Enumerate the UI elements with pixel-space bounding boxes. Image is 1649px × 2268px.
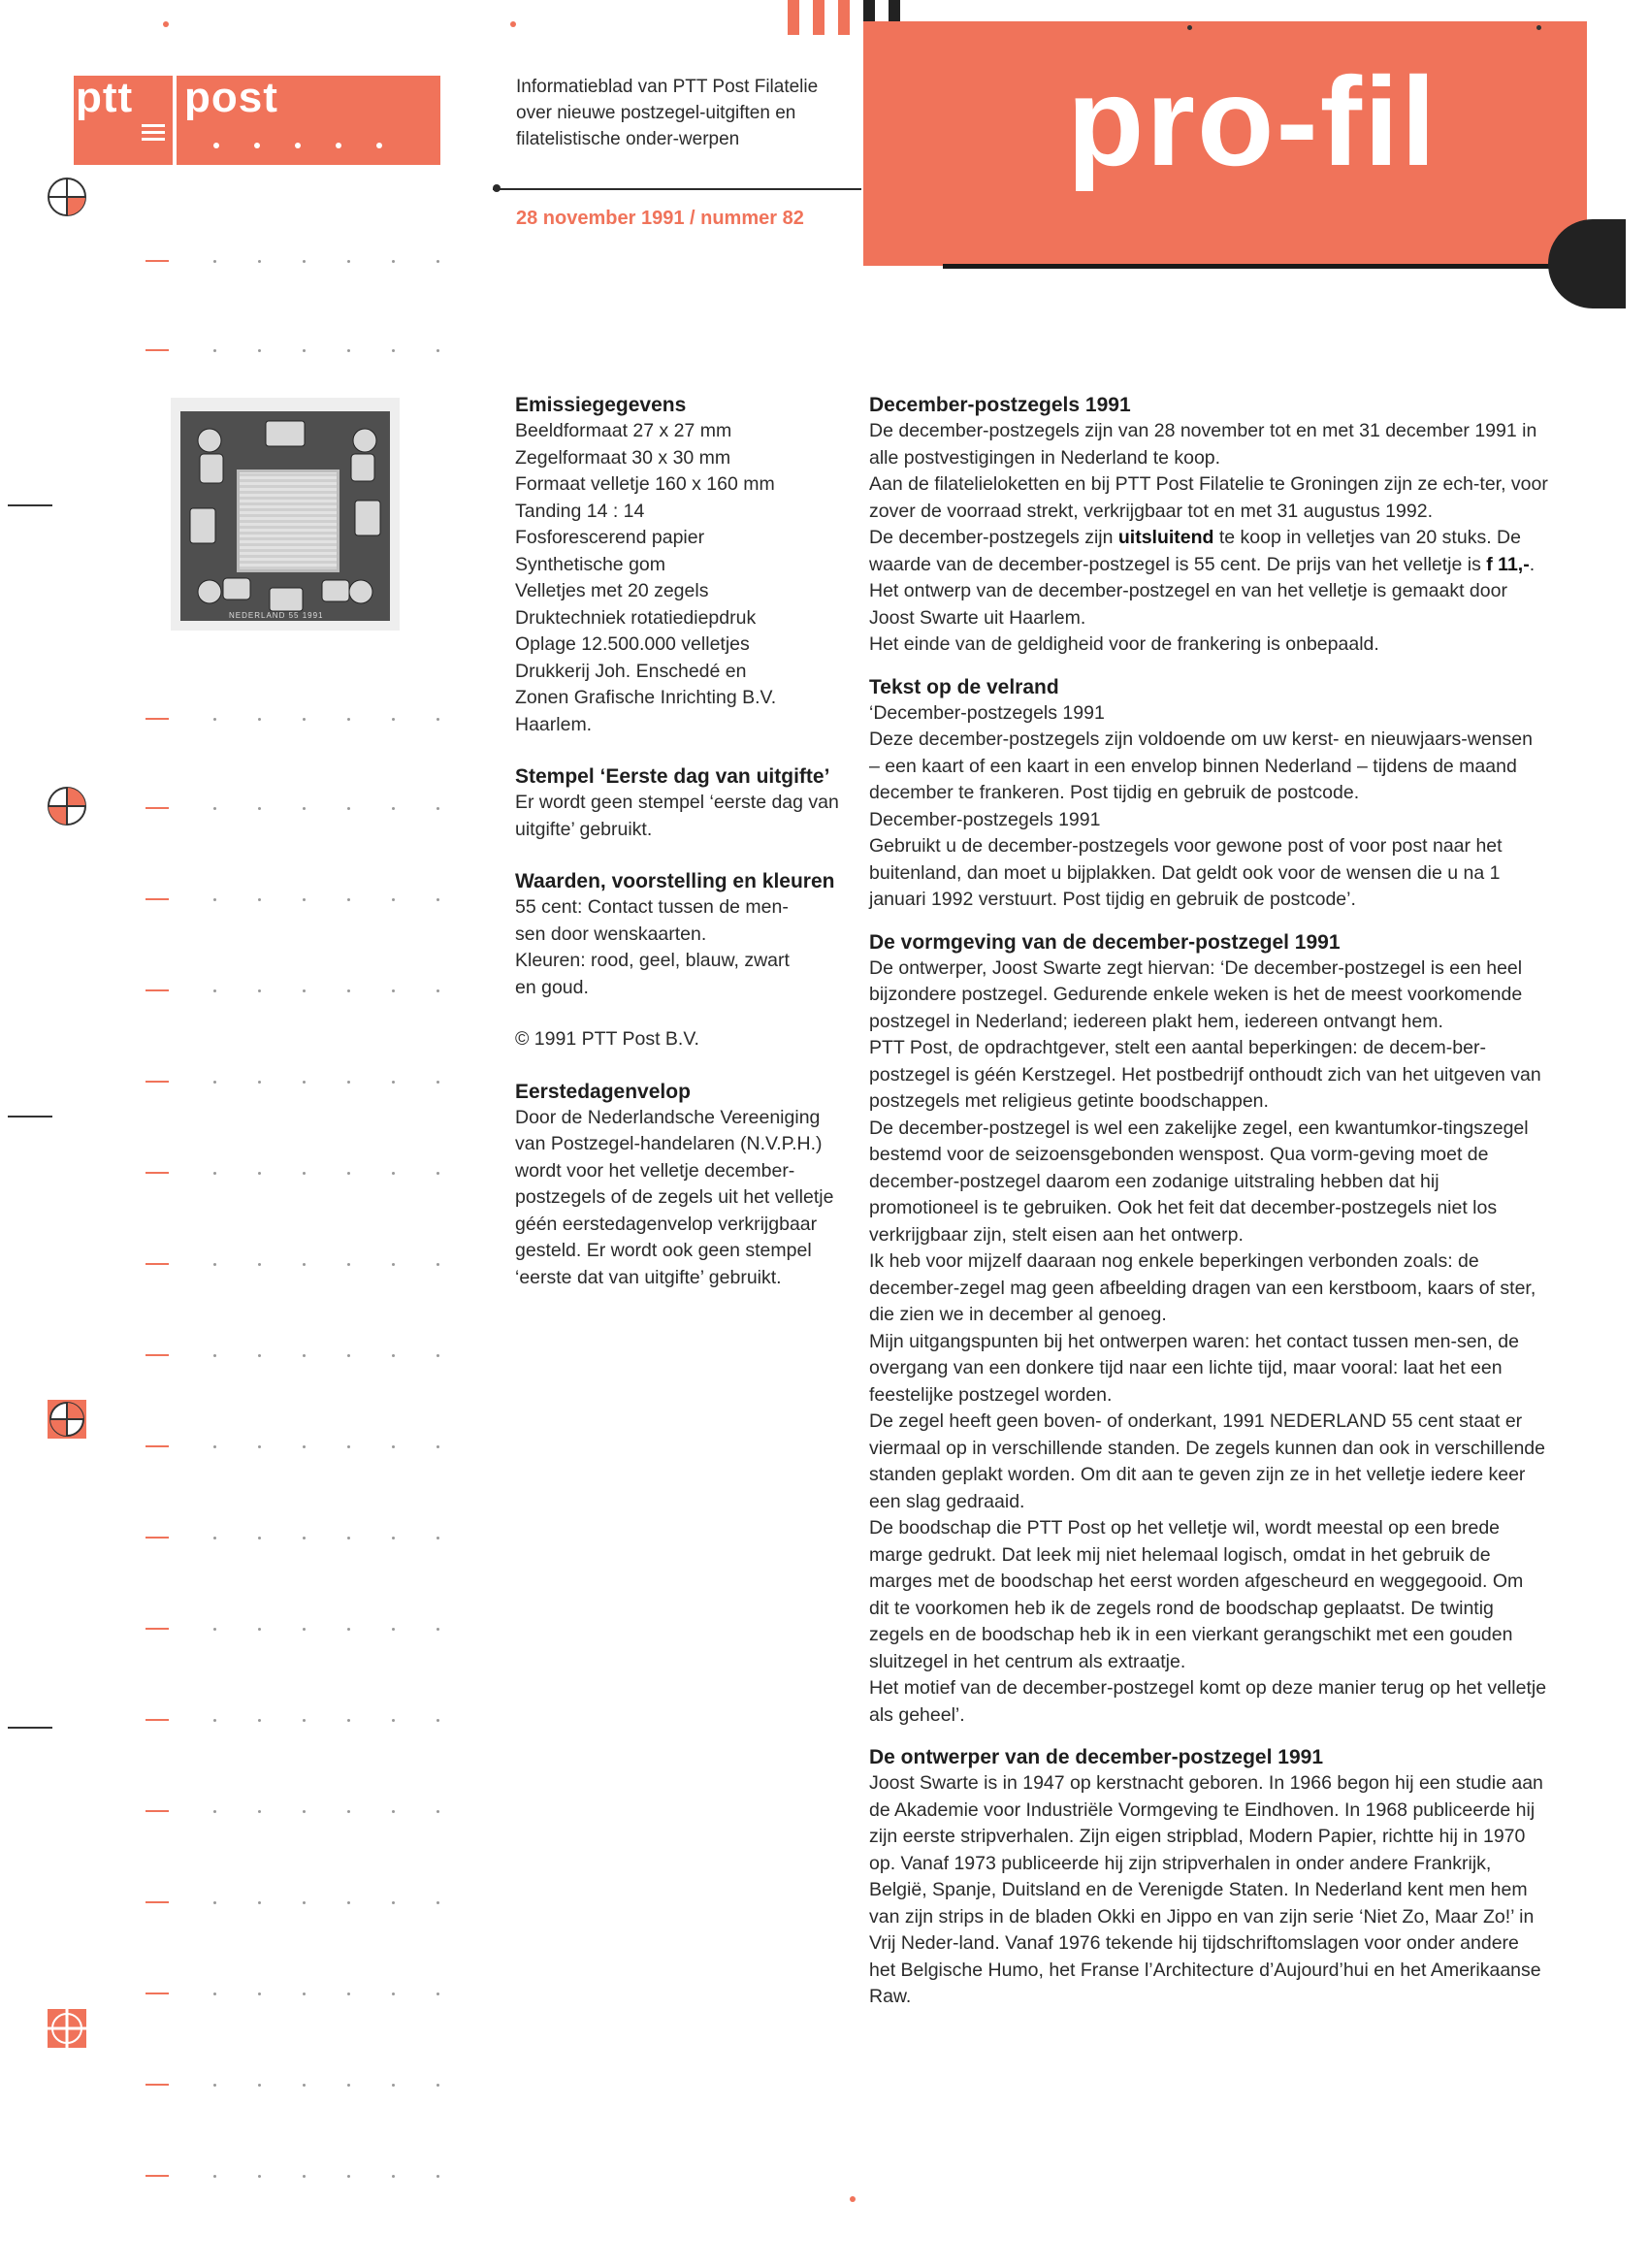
margin-dash (146, 1172, 169, 1174)
guide-dot (347, 1081, 350, 1084)
guide-dot (303, 1172, 306, 1175)
emission-line: Drukkerij Joh. Enschedé en (515, 660, 747, 682)
guide-dot (258, 1993, 261, 1995)
guide-dot (392, 1719, 395, 1722)
margin-dash (146, 1537, 169, 1539)
emission-line: Fosforescerend papier (515, 527, 705, 548)
guide-dot (436, 1081, 439, 1084)
right-column (869, 392, 1548, 2011)
paragraph: Mijn uitgangspunten bij het ontwerpen waren: het contact tussen men-sen, de overgang van een donkere tijd naar een lichte tijd, maar vooral: laat het een feestelijke postzegel worden. (869, 1330, 1519, 1406)
guide-dot (392, 1901, 395, 1904)
emission-title: Emissiegegevens (515, 394, 687, 416)
emission-list (515, 418, 845, 738)
guide-dot (392, 1263, 395, 1266)
stamp-center-panel (237, 470, 340, 572)
registration-mark-icon (47, 177, 87, 217)
waarden-title: Waarden, voorstelling en kleuren (515, 870, 835, 892)
guide-dot (258, 260, 261, 263)
paragraph: Ik heb voor mijzelf daaraan nog enkele beperkingen verbonden zoals: de december-zegel mag geen afbeelding dragen van een kerstboom, kaars of ster, die zien we in december al genoeg. (869, 1250, 1536, 1325)
decor-dot (163, 21, 169, 27)
paragraph: De december-postzegels zijn van 28 november tot en met 31 december 1991 in alle postvestigingen in Nederland te koop. (869, 420, 1537, 469)
guide-dot (392, 1081, 395, 1084)
guide-dot (213, 807, 216, 810)
logo-ptt-text: ptt (76, 74, 134, 121)
logo-separator (173, 76, 177, 165)
margin-dash (146, 807, 169, 809)
stamp-lettering: NEDERLAND 55 1991 (229, 611, 324, 620)
guide-dot (392, 1993, 395, 1995)
paragraph: Aan de filatelieloketten en bij PTT Post Filatelie te Groningen zijn ze ech-ter, voor zover de voorraad strekt, verkrijgbaar tot en met 31 augustus 1992. (869, 473, 1548, 522)
guide-dot (347, 898, 350, 901)
guide-dot (347, 989, 350, 992)
decor-dot (1536, 25, 1541, 30)
registration-mark-icon (47, 786, 87, 826)
emission-line: Synthetische gom (515, 553, 666, 575)
guide-dot (347, 718, 350, 721)
section-title: December-postzegels 1991 (869, 394, 1131, 416)
guide-dot (392, 989, 395, 992)
guide-dot (303, 1810, 306, 1813)
guide-dot (436, 1445, 439, 1448)
margin-dash (146, 1901, 169, 1903)
guide-dot (213, 1628, 216, 1631)
registration-mark-icon (47, 1399, 87, 1440)
issue-date: 28 november 1991 / nummer 82 (516, 208, 804, 229)
paragraph: De ontwerper, Joost Swarte zegt hiervan: ‘De december-postzegel is een heel bijzondere postzegel. Gedurende enkele weken is het de meest voorkomende postzegel in Nederland; iedereen plakt hem, iedereen ontvangt hem. (869, 956, 1523, 1032)
guide-dot (392, 898, 395, 901)
guide-dot (436, 1719, 439, 1722)
margin-dash (146, 718, 169, 720)
guide-dot (258, 1719, 261, 1722)
paragraph: Het ontwerp van de december-postzegel en van het velletje is gemaakt door Joost Swarte uit Haarlem. (869, 580, 1507, 629)
guide-dot (347, 1263, 350, 1266)
paragraph: Het einde van de geldigheid voor de frankering is onbepaald. (869, 633, 1379, 655)
guide-dot (213, 349, 216, 352)
guide-dot (436, 260, 439, 263)
emission-line: Formaat velletje 160 x 160 mm (515, 473, 775, 495)
guide-dot (303, 1901, 306, 1904)
paragraph: De december-postzegel is wel een zakelijke zegel, een kwantumkor-tingszegel bestemd voor de seizoensgebonden wenspost. Qua vorm-geving moet de december-postzegel daarom een zodanige uitstraling hebben dat hij promotioneel is te gebruiken. Ook het feit dat december-postzegels niet los verkrijgbaar zijn, stelt eisen aan het ontwerp. (869, 1117, 1529, 1246)
guide-dot (213, 1993, 216, 1995)
guide-dot (258, 718, 261, 721)
stempel-title: Stempel ‘Eerste dag van uitgifte’ (515, 765, 830, 788)
guide-dot (258, 2175, 261, 2178)
guide-dot (258, 1172, 261, 1175)
guide-dot (392, 1537, 395, 1539)
guide-dot (213, 1537, 216, 1539)
paragraph: PTT Post, de opdrachtgever, stelt een aantal beperkingen: de decem-ber-postzegel is géén Kerstzegel. Het postbedrijf onthoudt zich van het uitgeven van postzegels met religieus getinte boodschappen. (869, 1037, 1541, 1112)
guide-dot (347, 1172, 350, 1175)
guide-dot (213, 1810, 216, 1813)
emission-line: Druktechniek rotatiediepdruk (515, 606, 757, 629)
price: f 11,- (1486, 553, 1530, 575)
guide-dot (258, 1081, 261, 1084)
waarden-line: 55 cent: Contact tussen de men- (515, 896, 789, 918)
guide-dot (303, 260, 306, 263)
guide-dot (436, 1901, 439, 1904)
margin-dash (146, 1810, 169, 1812)
guide-dot (436, 1810, 439, 1813)
guide-dot (303, 2175, 306, 2178)
guide-dot (213, 718, 216, 721)
guide-dot (213, 2084, 216, 2087)
guide-dot (392, 1172, 395, 1175)
guide-dot (258, 1445, 261, 1448)
guide-dot (436, 1628, 439, 1631)
guide-dot (213, 1901, 216, 1904)
paragraph: December-postzegels 1991 (869, 808, 1101, 830)
waarden-line: en goud. (515, 976, 589, 998)
guide-dot (303, 807, 306, 810)
guide-dot (436, 1172, 439, 1175)
guide-dot (436, 718, 439, 721)
guide-dot (436, 989, 439, 992)
header-rule (493, 188, 861, 190)
header-black-rule (943, 264, 1587, 269)
paragraph: De boodschap die PTT Post op het velletje wil, wordt meestal op een brede marge gedrukt. Dat leek mij niet helemaal logisch, omdat in het gebruik de marges met de boodschap het eerst worden afgescheurd en weggegooid. Om dit te voorkomen heb ik de zegels rond de boodschap geplaatst. De twintig zegels en de boodschap heb ik in een vierkant gerangschikt met een gouden sluitzegel in het centrum als extraatje. (869, 1517, 1524, 1672)
guide-dot (347, 1810, 350, 1813)
section-title: De vormgeving van de december-postzegel 1991 (869, 930, 1341, 954)
guide-dot (436, 1354, 439, 1357)
margin-dash (146, 1719, 169, 1721)
fold-mark (8, 1727, 52, 1729)
decor-dot (510, 21, 516, 27)
guide-dot (213, 989, 216, 992)
decor-dot (850, 2196, 856, 2202)
decor-dot (1187, 25, 1192, 30)
copyright: © 1991 PTT Post B.V. (515, 1028, 699, 1050)
guide-dot (436, 807, 439, 810)
margin-dash (146, 260, 169, 262)
guide-dot (303, 1993, 306, 1995)
emission-line: Haarlem. (515, 713, 593, 735)
guide-dot (436, 898, 439, 901)
guide-dot (436, 1537, 439, 1539)
guide-dot (213, 1354, 216, 1357)
guide-dot (303, 1081, 306, 1084)
guide-dot (213, 1445, 216, 1448)
margin-dash (146, 898, 169, 900)
guide-dot (303, 1445, 306, 1448)
emission-line: Oplage 12.500.000 velletjes (515, 633, 750, 655)
guide-dot (303, 349, 306, 352)
section-title: De ontwerper van de december-postzegel 1991 (869, 1746, 1323, 1768)
guide-dot (303, 1628, 306, 1631)
registration-mark-icon (47, 2008, 87, 2049)
guide-dot (213, 260, 216, 263)
margin-dash (146, 2175, 169, 2177)
guide-dot (347, 260, 350, 263)
guide-dot (392, 1445, 395, 1448)
guide-dot (436, 1263, 439, 1266)
margin-dash (146, 1445, 169, 1447)
guide-dot (436, 2084, 439, 2087)
margin-dash (146, 1081, 169, 1083)
fold-mark (8, 1116, 52, 1118)
paragraph: Gebruikt u de december-postzegels voor gewone post of voor post naar het buitenland, dan moet u bijplakken. Dat geldt ook voor de wensen die u na 1 januari 1992 verstuurt. Post tijdig en gebruik de postcode’. (869, 835, 1503, 910)
guide-dot (303, 989, 306, 992)
logo-dots-icon (213, 136, 417, 153)
emphasis: uitsluitend (1117, 527, 1214, 548)
envelop-title: Eerstedagenvelop (515, 1080, 691, 1103)
guide-dot (347, 1354, 350, 1357)
guide-dot (303, 1719, 306, 1722)
margin-dash (146, 1993, 169, 1994)
publication-title: pro-fil (1067, 50, 1439, 192)
guide-dot (258, 349, 261, 352)
emission-line: Zonen Grafische Inrichting B.V. (515, 687, 777, 708)
emission-line: Beeldformaat 27 x 27 mm (515, 420, 732, 441)
guide-dot (258, 898, 261, 901)
guide-dot (347, 2175, 350, 2178)
envelop-text: Door de Nederlandsche Vereeniging van Postzegel-handelaren (N.V.P.H.) wordt voor het velletje december-postzegels of de zegels uit het velletje géén eerstedagenvelop verkrijgbaar gesteld. Er wordt ook geen stempel ‘eerste dat van uitgifte’ gebruikt. (515, 1106, 834, 1288)
guide-dot (258, 1263, 261, 1266)
guide-dot (392, 807, 395, 810)
guide-dot (213, 1263, 216, 1266)
guide-dot (303, 1263, 306, 1266)
guide-dot (436, 2175, 439, 2178)
guide-dot (213, 898, 216, 901)
waarden-line: Kleuren: rood, geel, blauw, zwart (515, 950, 790, 971)
paragraph: Joost Swarte is in 1947 op kerstnacht geboren. In 1966 begon hij een studie aan de Akademie voor Industriële Vormgeving te Eindhoven. In 1968 publiceerde hij zijn eerste stripverhalen. Zijn eigen stripblad, Modern Papier, richtte hij in 1970 op. Vanaf 1973 publiceerde hij zijn stripverhalen in onder andere Frankrijk, België, Spanje, Duitsland en de Verenigde Staten. In Nederland kent men hem van zijn strips in de bladen Okki en Jippo en van zijn serie ‘Niet Zo, Maar Zo!’ in Vrij Neder-land. Vanaf 1976 tekende hij tijdschriftomslagen voor onder andere het Belgische Humo, het Franse l’Architecture d’Aujourd’hui en het Amerikaanse Raw. (869, 1772, 1543, 2007)
left-column (515, 392, 845, 1291)
emission-line: Velletjes met 20 zegels (515, 580, 709, 601)
guide-dot (347, 2084, 350, 2087)
section-title: Tekst op de velrand (869, 675, 1059, 698)
emission-line: Tanding 14 : 14 (515, 500, 645, 522)
guide-dot (213, 1719, 216, 1722)
guide-dot (392, 2084, 395, 2087)
guide-dot (392, 260, 395, 263)
guide-dot (392, 349, 395, 352)
emission-line: Zegelformaat 30 x 30 mm (515, 446, 731, 469)
margin-dash (146, 1628, 169, 1630)
guide-dot (392, 1810, 395, 1813)
guide-dot (303, 1537, 306, 1539)
guide-dot (258, 807, 261, 810)
guide-dot (258, 1810, 261, 1813)
paragraph: De december-postzegels zijn uitsluitend te koop in velletjes van 20 stuks. De waarde van de december-postzegel is 55 cent. De prijs van het velletje is f 11,-. (869, 527, 1536, 575)
guide-dot (303, 2084, 306, 2087)
logo-post-text: post (184, 74, 278, 121)
guide-dot (347, 1719, 350, 1722)
margin-dash (146, 1354, 169, 1356)
guide-dot (258, 1901, 261, 1904)
guide-dot (347, 349, 350, 352)
margin-dash (146, 2084, 169, 2086)
guide-dot (392, 1628, 395, 1631)
guide-dot (258, 1354, 261, 1357)
guide-dot (347, 807, 350, 810)
guide-dot (347, 1993, 350, 1995)
half-disc-decoration (1548, 219, 1626, 308)
guide-dot (392, 2175, 395, 2178)
guide-dot (213, 1172, 216, 1175)
guide-dot (258, 989, 261, 992)
guide-dot (258, 1537, 261, 1539)
guide-dot (347, 1628, 350, 1631)
guide-dot (258, 2084, 261, 2087)
guide-dot (258, 1628, 261, 1631)
guide-dot (303, 1354, 306, 1357)
waarden-line: sen door wenskaarten. (515, 923, 707, 945)
guide-dot (347, 1445, 350, 1448)
guide-dot (392, 718, 395, 721)
margin-dash (146, 989, 169, 991)
guide-dot (347, 1901, 350, 1904)
margin-dash (146, 1263, 169, 1265)
guide-dot (392, 1354, 395, 1357)
guide-dot (213, 1081, 216, 1084)
guide-dot (303, 718, 306, 721)
fold-mark (8, 504, 52, 506)
paragraph: De zegel heeft geen boven- of onderkant, 1991 NEDERLAND 55 cent staat er viermaal op in verschillende standen. De zegels kunnen dan ook in verschillende standen geplakt worden. Om dit aan te geven zijn ze in het velletje iedere keer een slag gedraaid. (869, 1410, 1546, 1512)
guide-dot (436, 1993, 439, 1995)
logo-lines-icon (142, 124, 165, 145)
paragraph: Het motief van de december-postzegel komt op deze manier terug op het velletje als geheel’. (869, 1677, 1547, 1726)
paragraph: ‘December-postzegels 1991 (869, 701, 1105, 724)
intro-text: Informatieblad van PTT Post Filatelie over nieuwe postzegel-uitgiften en filatelistische onder-werpen (516, 77, 819, 149)
margin-dash (146, 349, 169, 351)
guide-dot (436, 349, 439, 352)
paragraph: Deze december-postzegels zijn voldoende om uw kerst- en nieuwjaars-wensen – een kaart of een kaart in een envelop binnen Nederland – tijdens de maand december te frankeren. Post tijdig en gebruik de postcode. (869, 729, 1533, 803)
stempel-text: Er wordt geen stempel ‘eerste dag van uitgifte’ gebruikt. (515, 792, 839, 840)
guide-dot (347, 1537, 350, 1539)
guide-dot (213, 2175, 216, 2178)
guide-dot (303, 898, 306, 901)
